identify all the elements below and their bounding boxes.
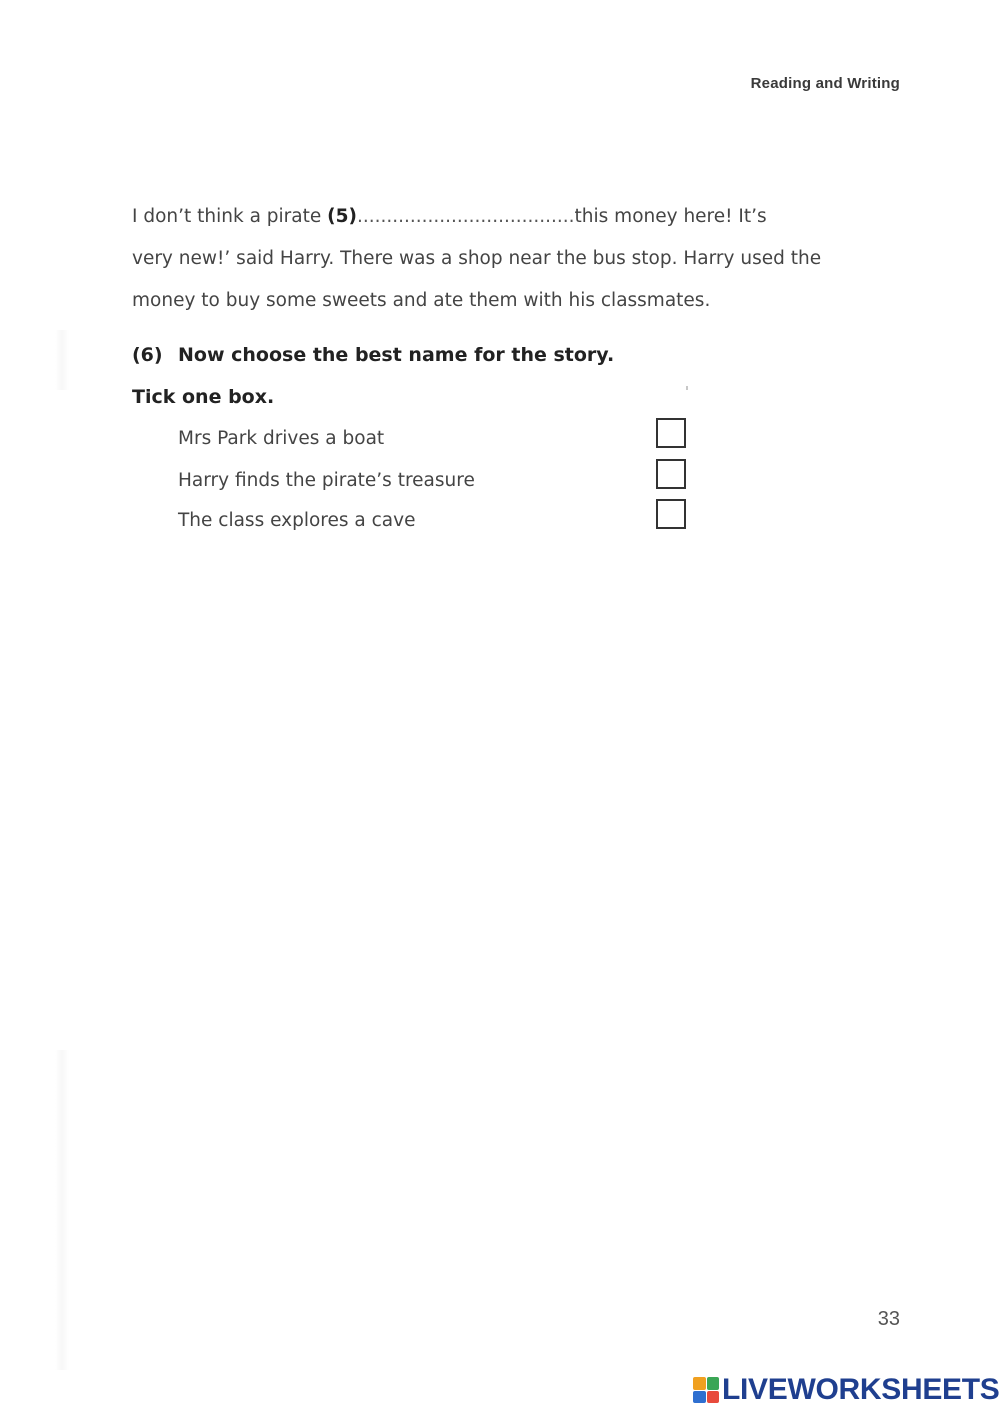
option-label: Mrs Park drives a boat <box>178 428 385 449</box>
liveworksheets-logo-icon <box>693 1377 719 1403</box>
tick-box[interactable] <box>656 499 686 529</box>
question-number: (6) <box>132 344 163 366</box>
question-text: Now choose the best name for the story. <box>178 344 615 366</box>
page-edge-shadow <box>55 1050 69 1370</box>
logo-square-icon <box>693 1377 706 1390</box>
page-number: 33 <box>877 1308 900 1330</box>
tick-box[interactable] <box>656 418 686 448</box>
liveworksheets-brand[interactable] <box>693 1372 1000 1408</box>
question-instruction: Tick one box. <box>132 386 275 408</box>
answer-blank[interactable]: ..................................... <box>356 206 575 227</box>
gap-number: (5) <box>327 206 357 227</box>
passage-line-3: money to buy some sweets and ate them with his classmates. <box>132 290 711 311</box>
page-edge-shadow <box>55 330 69 390</box>
tick-box[interactable] <box>656 459 686 489</box>
option-label: Harry finds the pirate’s treasure <box>178 470 475 491</box>
passage-text: I don’t think a pirate <box>132 206 328 227</box>
running-head: Reading and Writing <box>750 75 900 92</box>
scan-mark <box>686 386 688 390</box>
brand-name: LIVEWORKSHEETS <box>722 1373 1000 1406</box>
option-label: The class explores a cave <box>178 510 416 531</box>
logo-square-icon <box>707 1377 720 1390</box>
passage-text: this money here! It’s <box>574 206 767 227</box>
passage-line-2: very new!’ said Harry. There was a shop near the bus stop. Harry used the <box>132 248 822 269</box>
logo-square-icon <box>693 1391 706 1404</box>
question-heading <box>132 344 614 366</box>
logo-square-icon <box>707 1391 720 1404</box>
story-passage <box>132 196 832 322</box>
passage-line-1 <box>132 196 832 238</box>
